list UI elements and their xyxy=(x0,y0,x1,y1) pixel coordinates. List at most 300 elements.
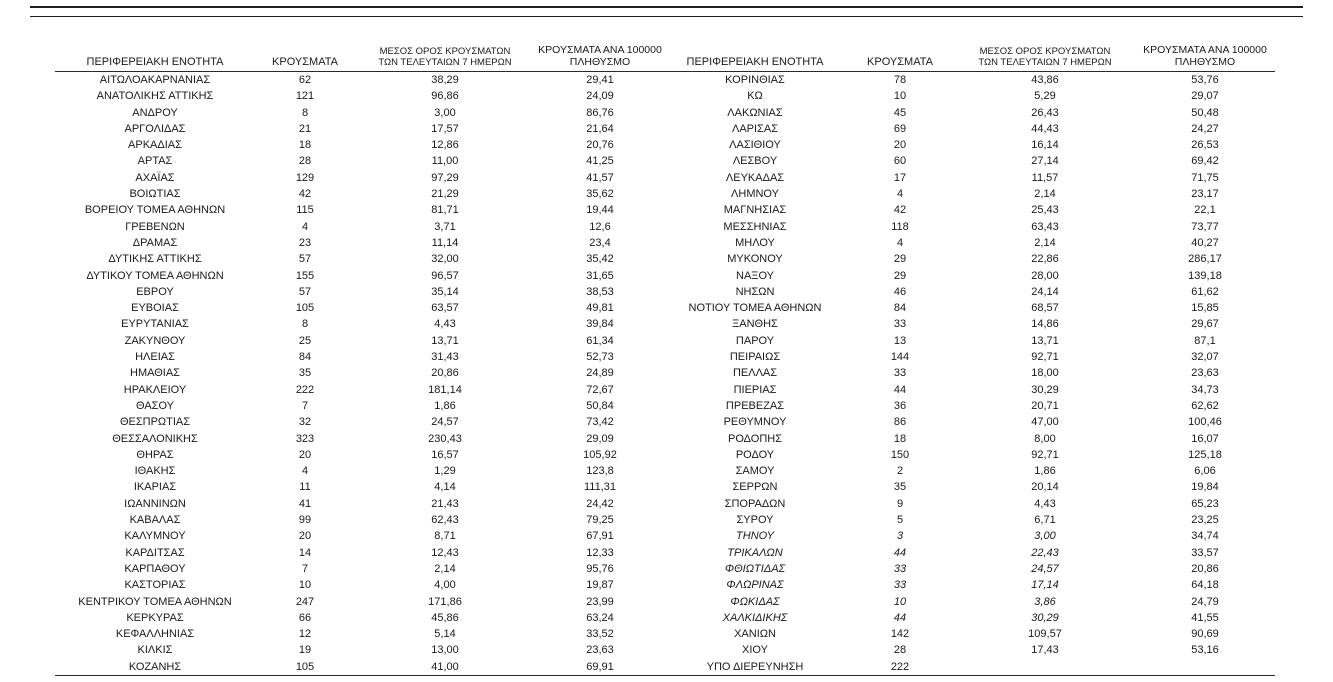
left-avg7-cell: 96,86 xyxy=(431,90,459,103)
left-cases-cell: 7 xyxy=(301,399,309,412)
left-avg7-cell: 3,00 xyxy=(434,106,456,119)
table-row xyxy=(55,594,1275,610)
right-cases-cell: 144 xyxy=(890,351,910,364)
right-avg7-cell: 22,86 xyxy=(1031,253,1059,266)
right-name-cell: ΛΑΣΙΘΙΟΥ xyxy=(729,139,781,152)
right-per100k-cell: 62,62 xyxy=(1191,399,1219,412)
table-row xyxy=(55,219,1275,235)
right-name-cell: ΤΗΝΟΥ xyxy=(736,530,774,543)
left-cases-cell: 14 xyxy=(298,546,312,559)
header-avg7-right xyxy=(955,42,1135,72)
left-cases-cell: 323 xyxy=(295,432,315,445)
right-avg7-cell: 92,71 xyxy=(1031,448,1059,461)
left-per100k-cell: 79,25 xyxy=(586,514,614,527)
left-per100k-cell: 111,31 xyxy=(583,481,616,494)
header-per100k-right-line1: ΚΡΟΥΣΜΑΤΑ ΑΝΑ 100000 xyxy=(1143,44,1267,56)
right-per100k-cell: 100,46 xyxy=(1188,416,1222,429)
left-cases-cell: 25 xyxy=(298,334,312,347)
left-per100k-cell: 39,84 xyxy=(586,318,614,331)
left-cases-cell: 10 xyxy=(298,579,312,592)
right-avg7-cell: 2,14 xyxy=(1034,236,1056,249)
right-cases-cell: 5 xyxy=(896,514,904,527)
left-cases-cell: 42 xyxy=(298,188,312,201)
left-name-cell: ΑΙΤΩΛΟΑΚΑΡΝΑΝΙΑΣ xyxy=(99,74,211,86)
right-cases-cell: 17 xyxy=(893,171,907,184)
right-name-cell: ΛΕΥΚΑΔΑΣ xyxy=(725,171,785,184)
right-name-cell: ΝΑΞΟΥ xyxy=(736,269,774,282)
right-per100k-cell: 71,75 xyxy=(1191,171,1219,184)
right-cases-cell: 9 xyxy=(896,497,904,510)
left-cases-cell: 18 xyxy=(298,139,312,152)
right-name-cell: ΥΠΟ ΔΙΕΡΕΥΝΗΣΗ xyxy=(665,659,845,676)
left-name-cell: ΘΕΣΠΡΩΤΙΑΣ xyxy=(119,416,191,429)
right-cases-cell: 4 xyxy=(896,188,904,201)
right-avg7-cell: 109,57 xyxy=(1028,628,1062,641)
right-name-cell: ΜΗΛΟΥ xyxy=(735,236,775,249)
right-cases-cell: 29 xyxy=(893,253,907,266)
left-avg7-cell: 21,43 xyxy=(431,497,459,510)
right-cases-cell: 10 xyxy=(893,90,907,103)
right-cases-cell: 10 xyxy=(893,595,907,608)
right-cases-cell: 33 xyxy=(893,579,907,592)
left-cases-cell: 11 xyxy=(299,481,311,494)
left-avg7-cell: 81,71 xyxy=(431,204,459,217)
right-avg7-cell: 3,86 xyxy=(1034,595,1056,608)
right-cases-cell: 60 xyxy=(893,155,907,168)
right-avg7-cell: 8,00 xyxy=(1034,432,1056,445)
right-avg7-cell: 2,14 xyxy=(1034,188,1056,201)
table-row xyxy=(55,153,1275,169)
left-per100k-cell: 23,63 xyxy=(586,644,614,657)
right-cases-cell: 150 xyxy=(890,448,910,461)
left-per100k-cell: 41,57 xyxy=(586,171,614,184)
left-cases-cell: 121 xyxy=(295,90,315,103)
left-cases-cell: 41 xyxy=(298,497,312,510)
left-per100k-cell: 86,76 xyxy=(586,106,614,119)
left-per100k-cell: 38,53 xyxy=(586,285,614,298)
header-region-left: ΠΕΡΙΦΕΡΕΙΑΚΗ ΕΝΟΤΗΤΑ xyxy=(55,42,255,72)
right-cases-cell: 44 xyxy=(893,383,907,396)
right-name-cell: ΡΟΔΟΠΗΣ xyxy=(727,432,783,445)
left-per100k-cell: 67,91 xyxy=(586,530,614,543)
left-per100k-cell: 31,65 xyxy=(586,269,614,282)
left-name-cell: ΓΡΕΒΕΝΩΝ xyxy=(125,220,185,233)
left-per100k-cell: 29,09 xyxy=(586,432,614,445)
left-name-cell: ΙΘΑΚΗΣ xyxy=(134,465,176,478)
left-avg7-cell: 12,86 xyxy=(431,139,459,152)
right-per100k-cell: 19,84 xyxy=(1191,481,1219,494)
right-avg7-cell: 11,57 xyxy=(1031,171,1059,184)
right-cases-cell: 142 xyxy=(890,628,910,641)
right-per100k-cell: 16,07 xyxy=(1191,432,1219,445)
left-per100k-cell: 72,67 xyxy=(586,383,614,396)
right-cases-cell: 29 xyxy=(893,269,907,282)
right-cases-cell: 18 xyxy=(893,432,907,445)
right-avg7-cell: 22,43 xyxy=(1031,546,1059,559)
left-cases-cell: 105 xyxy=(295,302,315,315)
right-per100k-cell: 34,74 xyxy=(1191,530,1219,543)
right-per100k-cell: 6,06 xyxy=(1194,465,1216,478)
table-row xyxy=(55,235,1275,251)
right-name-cell: ΛΑΚΩΝΙΑΣ xyxy=(727,106,783,119)
right-avg7-cell: 30,29 xyxy=(1031,383,1059,396)
regional-cases-table xyxy=(55,42,1275,676)
left-avg7-cell: 32,00 xyxy=(431,253,459,266)
left-name-cell: ΑΝΑΤΟΛΙΚΗΣ ΑΤΤΙΚΗΣ xyxy=(96,90,214,103)
left-per100k-cell: 19,87 xyxy=(586,579,614,592)
right-per100k-cell: 34,73 xyxy=(1191,383,1219,396)
right-name-cell: ΠΙΕΡΙΑΣ xyxy=(733,383,777,396)
left-avg7-cell: 4,43 xyxy=(434,318,456,331)
left-cases-cell: 57 xyxy=(298,253,312,266)
right-cases-cell: 33 xyxy=(893,562,907,575)
right-avg7-cell: 4,43 xyxy=(1034,497,1056,510)
right-name-cell: ΝΗΣΩΝ xyxy=(735,285,775,298)
right-per100k-cell: 23,17 xyxy=(1191,188,1219,201)
table-row xyxy=(55,626,1275,642)
left-name-cell: ΗΜΑΘΙΑΣ xyxy=(130,367,180,380)
left-avg7-cell: 13,71 xyxy=(431,334,459,347)
left-name-cell: ΑΝΔΡΟΥ xyxy=(132,106,178,119)
left-per100k-cell: 69,91 xyxy=(535,659,665,676)
left-avg7-cell: 62,43 xyxy=(431,514,459,527)
left-avg7-cell: 96,57 xyxy=(431,269,459,282)
left-name-cell: ΑΧΑΪΑΣ xyxy=(135,171,175,184)
left-name-cell: ΕΥΡΥΤΑΝΙΑΣ xyxy=(121,318,189,331)
right-name-cell: ΤΡΙΚΑΛΩΝ xyxy=(727,546,783,559)
left-per100k-cell: 12,6 xyxy=(589,220,611,233)
left-name-cell: ΘΗΡΑΣ xyxy=(136,448,174,461)
left-cases-cell: 247 xyxy=(295,595,315,608)
left-per100k-cell: 33,52 xyxy=(586,628,614,641)
left-name-cell: ΔΥΤΙΚΗΣ ΑΤΤΙΚΗΣ xyxy=(108,253,202,266)
left-per100k-cell: 23,4 xyxy=(589,236,611,249)
left-per100k-cell: 41,25 xyxy=(586,155,614,168)
left-cases-cell: 8 xyxy=(301,106,309,119)
table-row xyxy=(55,496,1275,512)
right-avg7-cell: 63,43 xyxy=(1031,220,1059,233)
left-cases-cell: 19 xyxy=(298,644,312,657)
left-per100k-cell: 52,73 xyxy=(586,351,614,364)
left-per100k-cell: 123,8 xyxy=(586,465,614,478)
right-avg7-cell: 20,14 xyxy=(1031,481,1059,494)
table-row xyxy=(55,121,1275,137)
right-avg7-cell: 68,57 xyxy=(1031,302,1059,315)
left-per100k-cell: 35,62 xyxy=(586,188,614,201)
header-per100k-left xyxy=(535,42,665,72)
table-row xyxy=(55,561,1275,577)
right-per100k-cell xyxy=(1135,659,1275,676)
left-avg7-cell: 17,57 xyxy=(431,122,459,135)
left-avg7-cell: 21,29 xyxy=(431,188,459,201)
right-name-cell: ΡΟΔΟΥ xyxy=(735,448,775,461)
right-avg7-cell: 13,71 xyxy=(1031,334,1059,347)
left-cases-cell: 57 xyxy=(298,285,312,298)
right-cases-cell: 33 xyxy=(893,318,907,331)
header-per100k-right xyxy=(1135,42,1275,72)
left-name-cell: ΖΑΚΥΝΘΟΥ xyxy=(124,334,186,347)
right-cases-cell: 118 xyxy=(891,220,909,233)
left-cases-cell: 20 xyxy=(298,530,312,543)
left-avg7-cell: 1,29 xyxy=(434,465,456,478)
right-name-cell: ΜΑΓΝΗΣΙΑΣ xyxy=(723,204,787,217)
right-avg7-cell: 28,00 xyxy=(1031,269,1059,282)
left-avg7-cell: 97,29 xyxy=(431,171,459,184)
left-name-cell: ΚΕΦΑΛΛΗΝΙΑΣ xyxy=(115,628,195,641)
right-name-cell: ΠΡΕΒΕΖΑΣ xyxy=(725,399,785,412)
right-per100k-cell: 53,16 xyxy=(1191,644,1219,657)
right-name-cell: ΠΕΛΛΑΣ xyxy=(732,367,778,380)
right-per100k-cell: 23,25 xyxy=(1191,514,1219,527)
left-name-cell: ΒΟΡΕΙΟΥ ΤΟΜΕΑ ΑΘΗΝΩΝ xyxy=(84,204,226,217)
right-cases-cell: 3 xyxy=(896,530,904,543)
table-header-row xyxy=(55,42,1275,72)
left-avg7-cell: 13,00 xyxy=(431,644,459,657)
header-avg7-right-line2: ΤΩΝ ΤΕΛΕΥΤΑΙΩΝ 7 ΗΜΕΡΩΝ xyxy=(978,57,1112,68)
left-name-cell: ΕΥΒΟΙΑΣ xyxy=(131,302,179,315)
left-per100k-cell: 20,76 xyxy=(586,139,614,152)
right-cases-cell: 222 xyxy=(845,659,955,676)
right-cases-cell: 78 xyxy=(893,74,907,86)
right-name-cell: ΣΕΡΡΩΝ xyxy=(732,481,778,494)
right-per100k-cell: 22,1 xyxy=(1194,204,1216,217)
right-avg7-cell: 6,71 xyxy=(1034,514,1056,527)
table-row xyxy=(55,284,1275,300)
right-cases-cell: 45 xyxy=(893,106,907,119)
right-per100k-cell: 125,18 xyxy=(1188,448,1222,461)
left-name-cell: ΙΩΑΝΝΙΝΩΝ xyxy=(124,497,186,510)
left-avg7-cell: 3,71 xyxy=(434,220,456,233)
table-row xyxy=(55,333,1275,349)
right-per100k-cell: 286,17 xyxy=(1188,253,1222,266)
left-cases-cell: 84 xyxy=(298,351,312,364)
left-avg7-cell: 20,86 xyxy=(431,367,459,380)
left-per100k-cell: 50,84 xyxy=(586,399,614,412)
right-name-cell: ΞΑΝΘΗΣ xyxy=(732,318,778,331)
table-row xyxy=(55,137,1275,153)
left-per100k-cell: 24,09 xyxy=(586,90,614,103)
left-name-cell: ΑΡΤΑΣ xyxy=(137,155,173,168)
right-name-cell: ΧΑΝΙΩΝ xyxy=(734,628,776,641)
right-per100k-cell: 40,27 xyxy=(1191,236,1219,249)
table-row xyxy=(55,512,1275,528)
left-cases-cell: 20 xyxy=(298,448,312,461)
right-per100k-cell: 64,18 xyxy=(1191,579,1219,592)
table-row xyxy=(55,88,1275,104)
right-avg7-cell: 16,14 xyxy=(1031,139,1059,152)
left-per100k-cell: 61,34 xyxy=(586,334,614,347)
left-avg7-cell: 35,14 xyxy=(431,285,459,298)
right-per100k-cell: 24,79 xyxy=(1191,595,1219,608)
right-name-cell: ΣΥΡΟΥ xyxy=(736,514,774,527)
right-name-cell: ΦΘΙΩΤΙΔΑΣ xyxy=(724,562,786,575)
left-name-cell: ΙΚΑΡΙΑΣ xyxy=(133,481,177,494)
right-per100k-cell: 73,77 xyxy=(1191,220,1219,233)
header-avg7-left xyxy=(355,42,535,72)
left-per100k-cell: 21,64 xyxy=(586,122,614,135)
right-avg7-cell: 17,14 xyxy=(1031,579,1059,592)
left-name-cell: ΕΒΡΟΥ xyxy=(136,285,174,298)
left-per100k-cell: 24,42 xyxy=(586,497,614,510)
right-name-cell: ΚΟΡΙΝΘΙΑΣ xyxy=(725,74,785,86)
left-name-cell: ΚΟΖΑΝΗΣ xyxy=(55,659,255,676)
left-per100k-cell: 23,99 xyxy=(586,595,614,608)
header-avg7-right-line1: ΜΕΣΟΣ ΟΡΟΣ ΚΡΟΥΣΜΑΤΩΝ xyxy=(979,46,1111,57)
right-per100k-cell: 87,1 xyxy=(1194,334,1216,347)
left-name-cell: ΔΡΑΜΑΣ xyxy=(132,236,178,249)
right-cases-cell: 36 xyxy=(893,399,907,412)
right-name-cell: ΧΑΛΚΙΔΙΚΗΣ xyxy=(722,611,788,624)
table-row xyxy=(55,268,1275,284)
left-cases-cell: 23 xyxy=(298,236,312,249)
left-per100k-cell: 24,89 xyxy=(586,367,614,380)
table-row xyxy=(55,72,1275,89)
right-name-cell: ΚΩ xyxy=(747,90,763,103)
header-avg7-left-line2: ΤΩΝ ΤΕΛΕΥΤΑΙΩΝ 7 ΗΜΕΡΩΝ xyxy=(378,57,512,68)
left-name-cell: ΚΙΛΚΙΣ xyxy=(137,644,173,657)
right-cases-cell: 2 xyxy=(896,465,904,478)
left-avg7-cell: 4,00 xyxy=(434,579,456,592)
right-per100k-cell: 61,62 xyxy=(1191,285,1219,298)
left-avg7-cell: 41,00 xyxy=(355,659,535,676)
right-avg7-cell: 3,00 xyxy=(1034,530,1056,543)
right-cases-cell: 69 xyxy=(893,122,907,135)
right-per100k-cell: 90,69 xyxy=(1191,628,1219,641)
left-avg7-cell: 11,14 xyxy=(431,236,459,249)
right-cases-cell: 46 xyxy=(893,285,907,298)
right-cases-cell: 44 xyxy=(893,611,907,624)
left-name-cell: ΗΛΕΙΑΣ xyxy=(135,351,175,364)
right-cases-cell: 20 xyxy=(893,139,907,152)
right-per100k-cell: 24,27 xyxy=(1191,122,1219,135)
header-per100k-left-line2: ΠΛΗΘΥΣΜΟ xyxy=(569,56,631,68)
left-avg7-cell: 181,14 xyxy=(428,383,462,396)
left-name-cell: ΒΟΙΩΤΙΑΣ xyxy=(129,188,181,201)
left-per100k-cell: 19,44 xyxy=(586,204,614,217)
right-cases-cell: 35 xyxy=(893,481,907,494)
table-row xyxy=(55,202,1275,218)
left-name-cell: ΑΡΓΟΛΙΔΑΣ xyxy=(124,122,186,135)
left-avg7-cell: 45,86 xyxy=(431,611,459,624)
header-region-right: ΠΕΡΙΦΕΡΕΙΑΚΗ ΕΝΟΤΗΤΑ xyxy=(665,42,845,72)
right-avg7-cell: 43,86 xyxy=(1031,74,1059,86)
right-per100k-cell: 33,57 xyxy=(1191,546,1219,559)
left-name-cell: ΘΕΣΣΑΛΟΝΙΚΗΣ xyxy=(112,432,198,445)
left-cases-cell: 62 xyxy=(298,74,312,86)
right-avg7-cell: 17,43 xyxy=(1031,644,1059,657)
right-per100k-cell: 50,48 xyxy=(1191,106,1219,119)
right-cases-cell: 86 xyxy=(893,416,907,429)
left-avg7-cell: 24,57 xyxy=(431,416,459,429)
left-name-cell: ΚΑΡΔΙΤΣΑΣ xyxy=(125,546,185,559)
left-cases-cell: 8 xyxy=(301,318,309,331)
left-name-cell: ΑΡΚΑΔΙΑΣ xyxy=(128,139,182,152)
table-row xyxy=(55,642,1275,658)
right-name-cell: ΠΕΙΡΑΙΩΣ xyxy=(729,351,781,364)
left-name-cell: ΚΑΡΠΑΘΟΥ xyxy=(124,562,186,575)
right-per100k-cell: 69,42 xyxy=(1191,155,1219,168)
right-name-cell: ΜΥΚΟΝΟΥ xyxy=(727,253,783,266)
left-name-cell: ΚΕΝΤΡΙΚΟΥ ΤΟΜΕΑ ΑΘΗΝΩΝ xyxy=(78,595,232,608)
left-name-cell: ΘΑΣΟΥ xyxy=(135,399,175,412)
left-avg7-cell: 11,00 xyxy=(431,155,459,168)
left-avg7-cell: 4,14 xyxy=(434,481,456,494)
header-per100k-right-line2: ΠΛΗΘΥΣΜΟ xyxy=(1174,56,1236,68)
right-avg7-cell: 5,29 xyxy=(1034,90,1056,103)
left-cases-cell: 115 xyxy=(296,204,314,217)
right-avg7-cell: 18,00 xyxy=(1031,367,1059,380)
left-avg7-cell: 171,86 xyxy=(428,595,462,608)
header-avg7-left-line1: ΜΕΣΟΣ ΟΡΟΣ ΚΡΟΥΣΜΑΤΩΝ xyxy=(379,46,511,57)
right-name-cell: ΣΠΟΡΑΔΩΝ xyxy=(724,497,786,510)
right-cases-cell: 13 xyxy=(893,334,907,347)
right-cases-cell: 28 xyxy=(893,644,907,657)
left-avg7-cell: 16,57 xyxy=(431,448,459,461)
table-row xyxy=(55,398,1275,414)
left-per100k-cell: 49,81 xyxy=(586,302,614,315)
left-cases-cell: 105 xyxy=(255,659,355,676)
left-avg7-cell: 38,29 xyxy=(431,74,459,86)
header-cases-right: ΚΡΟΥΣΜΑΤΑ xyxy=(845,42,955,72)
left-avg7-cell: 63,57 xyxy=(431,302,459,315)
left-per100k-cell: 29,41 xyxy=(586,74,614,86)
right-cases-cell: 4 xyxy=(896,236,904,249)
right-cases-cell: 44 xyxy=(893,546,907,559)
right-per100k-cell: 65,23 xyxy=(1191,497,1219,510)
right-name-cell: ΛΑΡΙΣΑΣ xyxy=(731,122,778,135)
table-row xyxy=(55,610,1275,626)
table-row xyxy=(55,300,1275,316)
right-cases-cell: 84 xyxy=(893,302,907,315)
table-row xyxy=(55,349,1275,365)
table-row xyxy=(55,186,1275,202)
left-cases-cell: 155 xyxy=(295,269,315,282)
left-name-cell: ΚΕΡΚΥΡΑΣ xyxy=(126,611,184,624)
right-avg7-cell xyxy=(955,659,1135,676)
right-avg7-cell: 20,71 xyxy=(1031,399,1059,412)
table-row xyxy=(55,251,1275,267)
right-avg7-cell: 92,71 xyxy=(1031,351,1059,364)
right-cases-cell: 33 xyxy=(893,367,907,380)
right-avg7-cell: 24,14 xyxy=(1031,285,1059,298)
left-avg7-cell: 8,71 xyxy=(434,530,456,543)
right-avg7-cell: 30,29 xyxy=(1031,611,1059,624)
right-name-cell: ΡΕΘΥΜΝΟΥ xyxy=(723,416,787,429)
table-row xyxy=(55,528,1275,544)
left-avg7-cell: 31,43 xyxy=(431,351,459,364)
right-avg7-cell: 1,86 xyxy=(1034,465,1056,478)
table-row xyxy=(55,414,1275,430)
right-per100k-cell: 20,86 xyxy=(1191,562,1219,575)
left-name-cell: ΗΡΑΚΛΕΙΟΥ xyxy=(123,383,187,396)
header-cases-left: ΚΡΟΥΣΜΑΤΑ xyxy=(255,42,355,72)
left-name-cell: ΚΑΒΑΛΑΣ xyxy=(129,514,181,527)
left-cases-cell: 129 xyxy=(295,171,315,184)
top-rule-primary xyxy=(30,6,1303,8)
right-avg7-cell: 26,43 xyxy=(1031,106,1059,119)
right-cases-cell: 42 xyxy=(893,204,907,217)
right-per100k-cell: 139,18 xyxy=(1188,269,1222,282)
table-row xyxy=(55,170,1275,186)
left-avg7-cell: 12,43 xyxy=(431,546,459,559)
left-cases-cell: 222 xyxy=(295,383,315,396)
left-name-cell: ΔΥΤΙΚΟΥ ΤΟΜΕΑ ΑΘΗΝΩΝ xyxy=(86,269,224,282)
table-row xyxy=(55,365,1275,381)
left-per100k-cell: 105,92 xyxy=(583,448,617,461)
left-cases-cell: 99 xyxy=(298,514,312,527)
left-name-cell: ΚΑΣΤΟΡΙΑΣ xyxy=(124,579,186,592)
right-avg7-cell: 44,43 xyxy=(1031,122,1059,135)
